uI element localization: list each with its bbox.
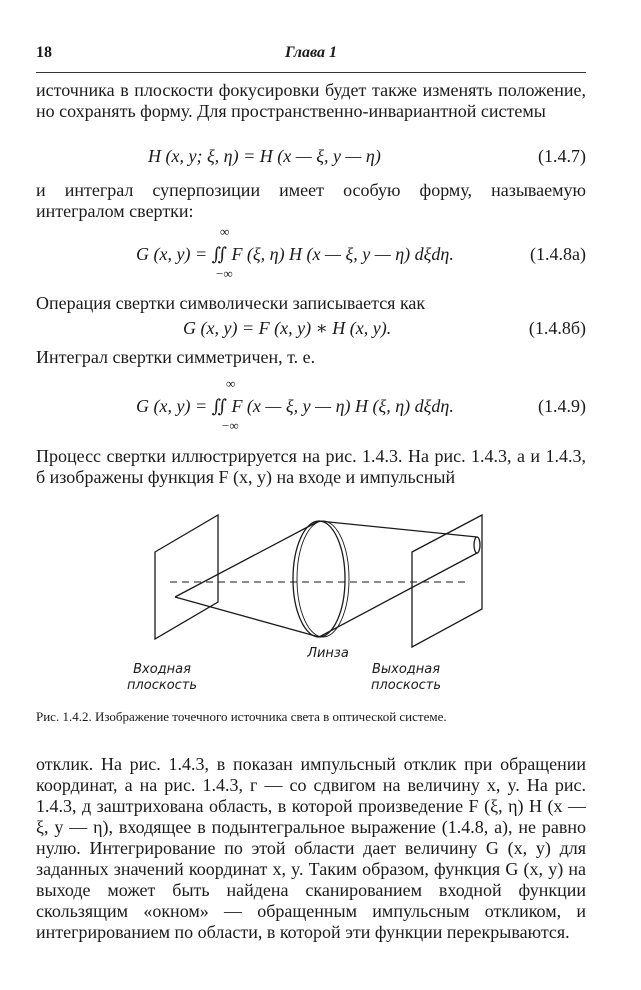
integral-upper-limit: ∞	[220, 224, 230, 239]
optical-system-diagram	[130, 507, 510, 657]
equation-1-4-9	[36, 376, 586, 433]
paragraph-3: Операция свертки символически записывается как	[36, 293, 426, 313]
integral-upper-limit: ∞	[226, 376, 236, 391]
paragraph-6: отклик. На рис. 1.4.3, в показан импульсный отклик при обращении координат, а на рис. 1.4.3, г — со сдвигом на величину x, y. На рис. 1.4.3, д заштрихована область, в которой произведение F (ξ, η) H (x — ξ, y — η), входящее в подынтегральное выражение (1.4.8, а), не равно нулю. Интегрирование по этой области дает величину G (x, y) для заданных значений координат x, y. Таким образом, функция G (x, y) на выходе может быть найдена сканированием входной функции скользящим «окном» — обращенным импульсным откликом, и интегрированием по области, в которой эти функции перекрываются.	[36, 754, 586, 942]
output-plane-label: Выходная плоскость	[370, 662, 442, 693]
equation-expression: G (x, y) = ∬ F (x — ξ, y — η) H (ξ, η) dξdη.	[136, 396, 454, 416]
equation-1-4-8b	[36, 318, 586, 342]
paragraph-1: источника в плоскости фокусировки будет также изменять положение, но сохранять форму. Для пространственно-инвариантной системы	[36, 80, 586, 121]
input-plane-shape	[155, 515, 218, 639]
equation-expression: G (x, y) = F (x, y) ∗ H (x, y).	[183, 318, 392, 338]
chapter-title: Глава 1	[284, 44, 338, 61]
running-header	[36, 44, 586, 66]
input-plane-label: Входная плоскость	[126, 662, 198, 693]
equation-number: (1.4.8а)	[530, 244, 586, 264]
equation-1-4-7	[36, 146, 586, 170]
lens-shape	[293, 521, 345, 637]
header-rule	[36, 72, 586, 73]
integral-lower-limit: −∞	[216, 266, 233, 281]
equation-1-4-8a	[36, 224, 586, 281]
output-plane-shape	[412, 515, 482, 647]
figure-caption: Рис. 1.4.2. Изображение точечного источника света в оптической системе.	[36, 709, 447, 724]
paragraph-4: Интеграл свертки симметричен, т. е.	[36, 347, 316, 367]
equation-number: (1.4.7)	[538, 146, 586, 166]
lens-label: Линза	[307, 646, 349, 661]
paragraph-5: Процесс свертки иллюстрируется на рис. 1.4.3. На рис. 1.4.3, а и 1.4.3, б изображены функция F (x, y) на входе и импульсный	[36, 446, 586, 487]
page-number: 18	[36, 44, 52, 61]
equation-expression: H (x, y; ξ, η) = H (x — ξ, y — η)	[148, 146, 381, 166]
equation-number: (1.4.9)	[538, 396, 586, 416]
integral-lower-limit: −∞	[222, 418, 239, 433]
paragraph-2: и интеграл суперпозиции имеет особую форму, называемую интегралом свертки:	[36, 180, 586, 221]
equation-expression: G (x, y) = ∬ F (ξ, η) H (x — ξ, y — η) dξdη.	[136, 244, 454, 264]
equation-number: (1.4.8б)	[528, 318, 586, 338]
